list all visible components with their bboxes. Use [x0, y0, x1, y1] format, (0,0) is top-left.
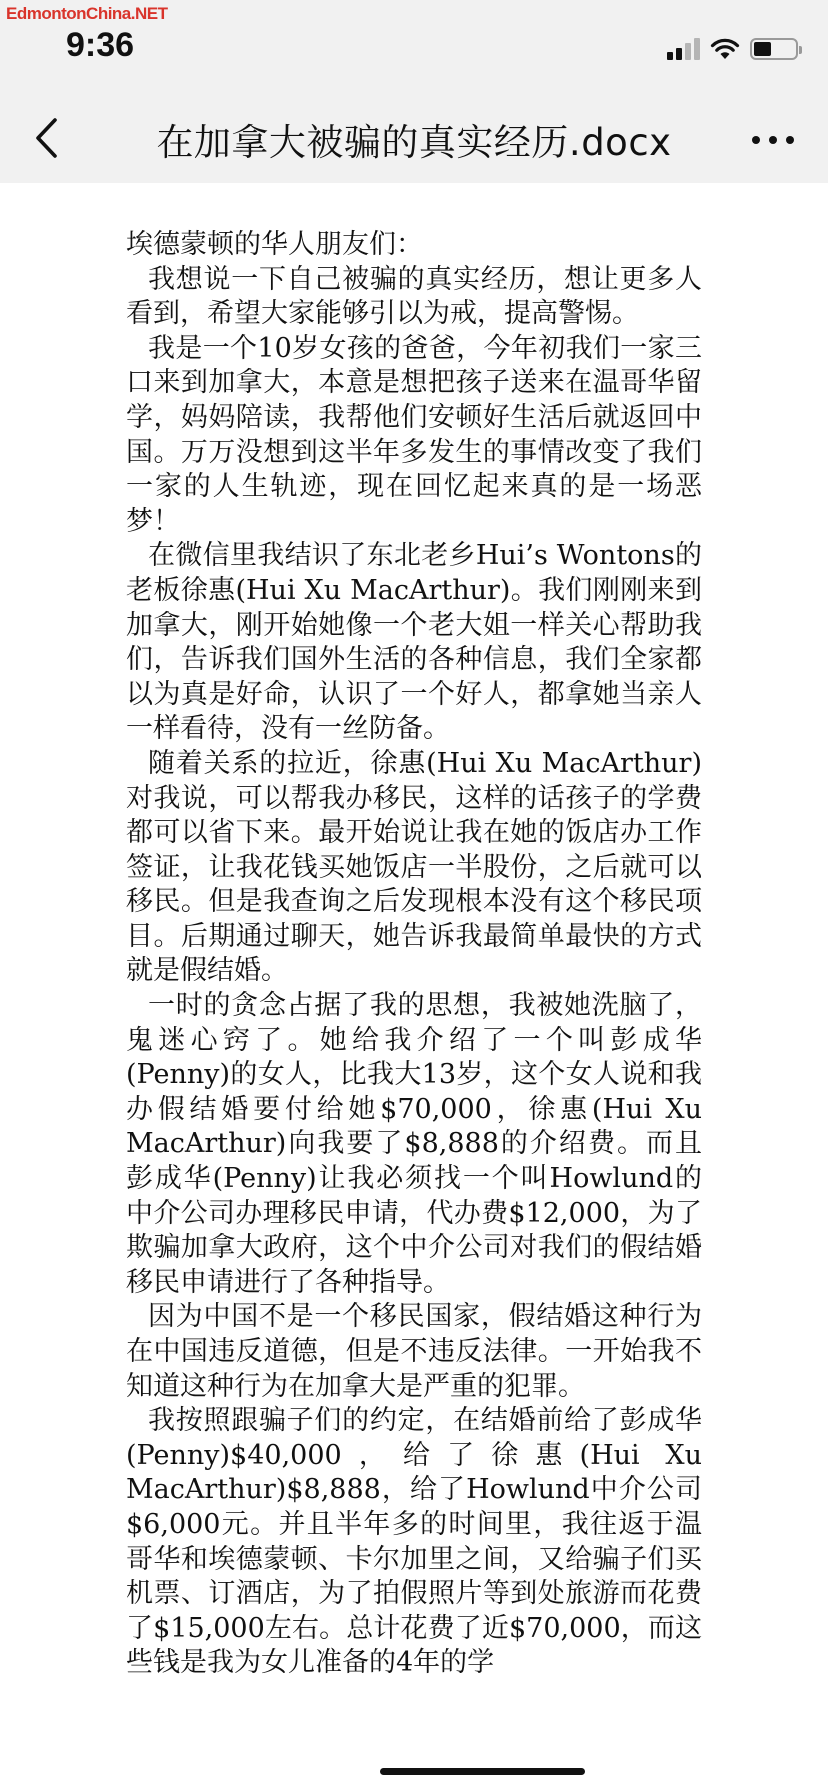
paragraph: 我想说一下自己被骗的真实经历，想让更多人看到，希望大家能够引以为戒，提高警惕。	[126, 263, 702, 330]
home-indicator[interactable]	[380, 1768, 585, 1775]
paragraph: 我是一个10岁女孩的爸爸，今年初我们一家三口来到加拿大，本意是想把孩子送来在温哥华留学，妈妈陪读，我帮他们安顿好生活后就返回中国。万万没想到这半年多发生的事情改变了我们一家的人生轨迹，现在回忆起来真的是一场恶梦！	[126, 332, 702, 537]
battery-icon	[750, 38, 798, 60]
ellipsis-icon	[751, 135, 795, 145]
paragraph: 一时的贪念占据了我的思想，我被她洗脑了，鬼迷心窍了。她给我介绍了一个叫彭成华(Penny)的女人，比我大13岁，这个女人说和我办假结婚要付给她$70,000，徐惠(Hui Xu MacArthur)向我要了$8,888的介绍费。而且彭成华(Penny)让我必须找一个叫Howlund的中介公司办理移民申请，代办费$12,000，为了欺骗加拿大政府，这个中介公司对我们的假结婚移民申请进行了各种指导。	[126, 990, 702, 1298]
wifi-icon	[710, 37, 740, 61]
more-options-button[interactable]	[748, 120, 798, 160]
paragraph: 随着关系的拉近，徐惠(Hui Xu MacArthur)对我说，可以帮我办移民，这样的话孩子的学费都可以省下来。最开始说让我在她的饭店办工作签证，让我花钱买她饭店一半股份，之后就可以移民。但是我查询之后发现根本没有这个移民项目。后期通过聊天，她告诉我最简单最快的方式就是假结婚。	[126, 747, 702, 987]
back-button[interactable]	[26, 112, 66, 164]
chevron-left-icon	[33, 116, 59, 160]
paragraph: 因为中国不是一个移民国家，假结婚这种行为在中国违反道德，但是不违反法律。一开始我不知道这种行为在加拿大是严重的犯罪。	[126, 1301, 702, 1402]
greeting: 埃德蒙顿的华人朋友们：	[126, 229, 423, 260]
status-time: 9:36	[66, 26, 135, 64]
top-bar	[0, 0, 828, 183]
document-title: 在加拿大被骗的真实经历.docx	[156, 121, 672, 164]
cellular-signal-icon	[667, 38, 700, 60]
document-body	[126, 228, 702, 1681]
site-watermark: EdmontonChina.NET	[6, 4, 168, 23]
paragraph: 我按照跟骗子们的约定，在结婚前给了彭成华(Penny)$40,000，给了徐惠(Hui Xu MacArthur)$8,888，给了Howlund中介公司$6,000元。并且半年多的时间里，我往返于温哥华和埃德蒙顿、卡尔加里之间，又给骗子们买机票、订酒店，为了拍假照片等到处旅游而花费了$15,000左右。总计花费了近$70,000，而这些钱是我为女儿准备的4年的学	[126, 1405, 702, 1679]
status-icons	[667, 36, 798, 62]
paragraph: 在微信里我结识了东北老乡Hui’s Wontons的老板徐惠(Hui Xu MacArthur)。我们刚刚来到加拿大，刚开始她像一个老大姐一样关心帮助我们，告诉我们国外生活的各种信息，我们全家都以为真是好命，认识了一个好人，都拿她当亲人一样看待，没有一丝防备。	[126, 540, 702, 745]
